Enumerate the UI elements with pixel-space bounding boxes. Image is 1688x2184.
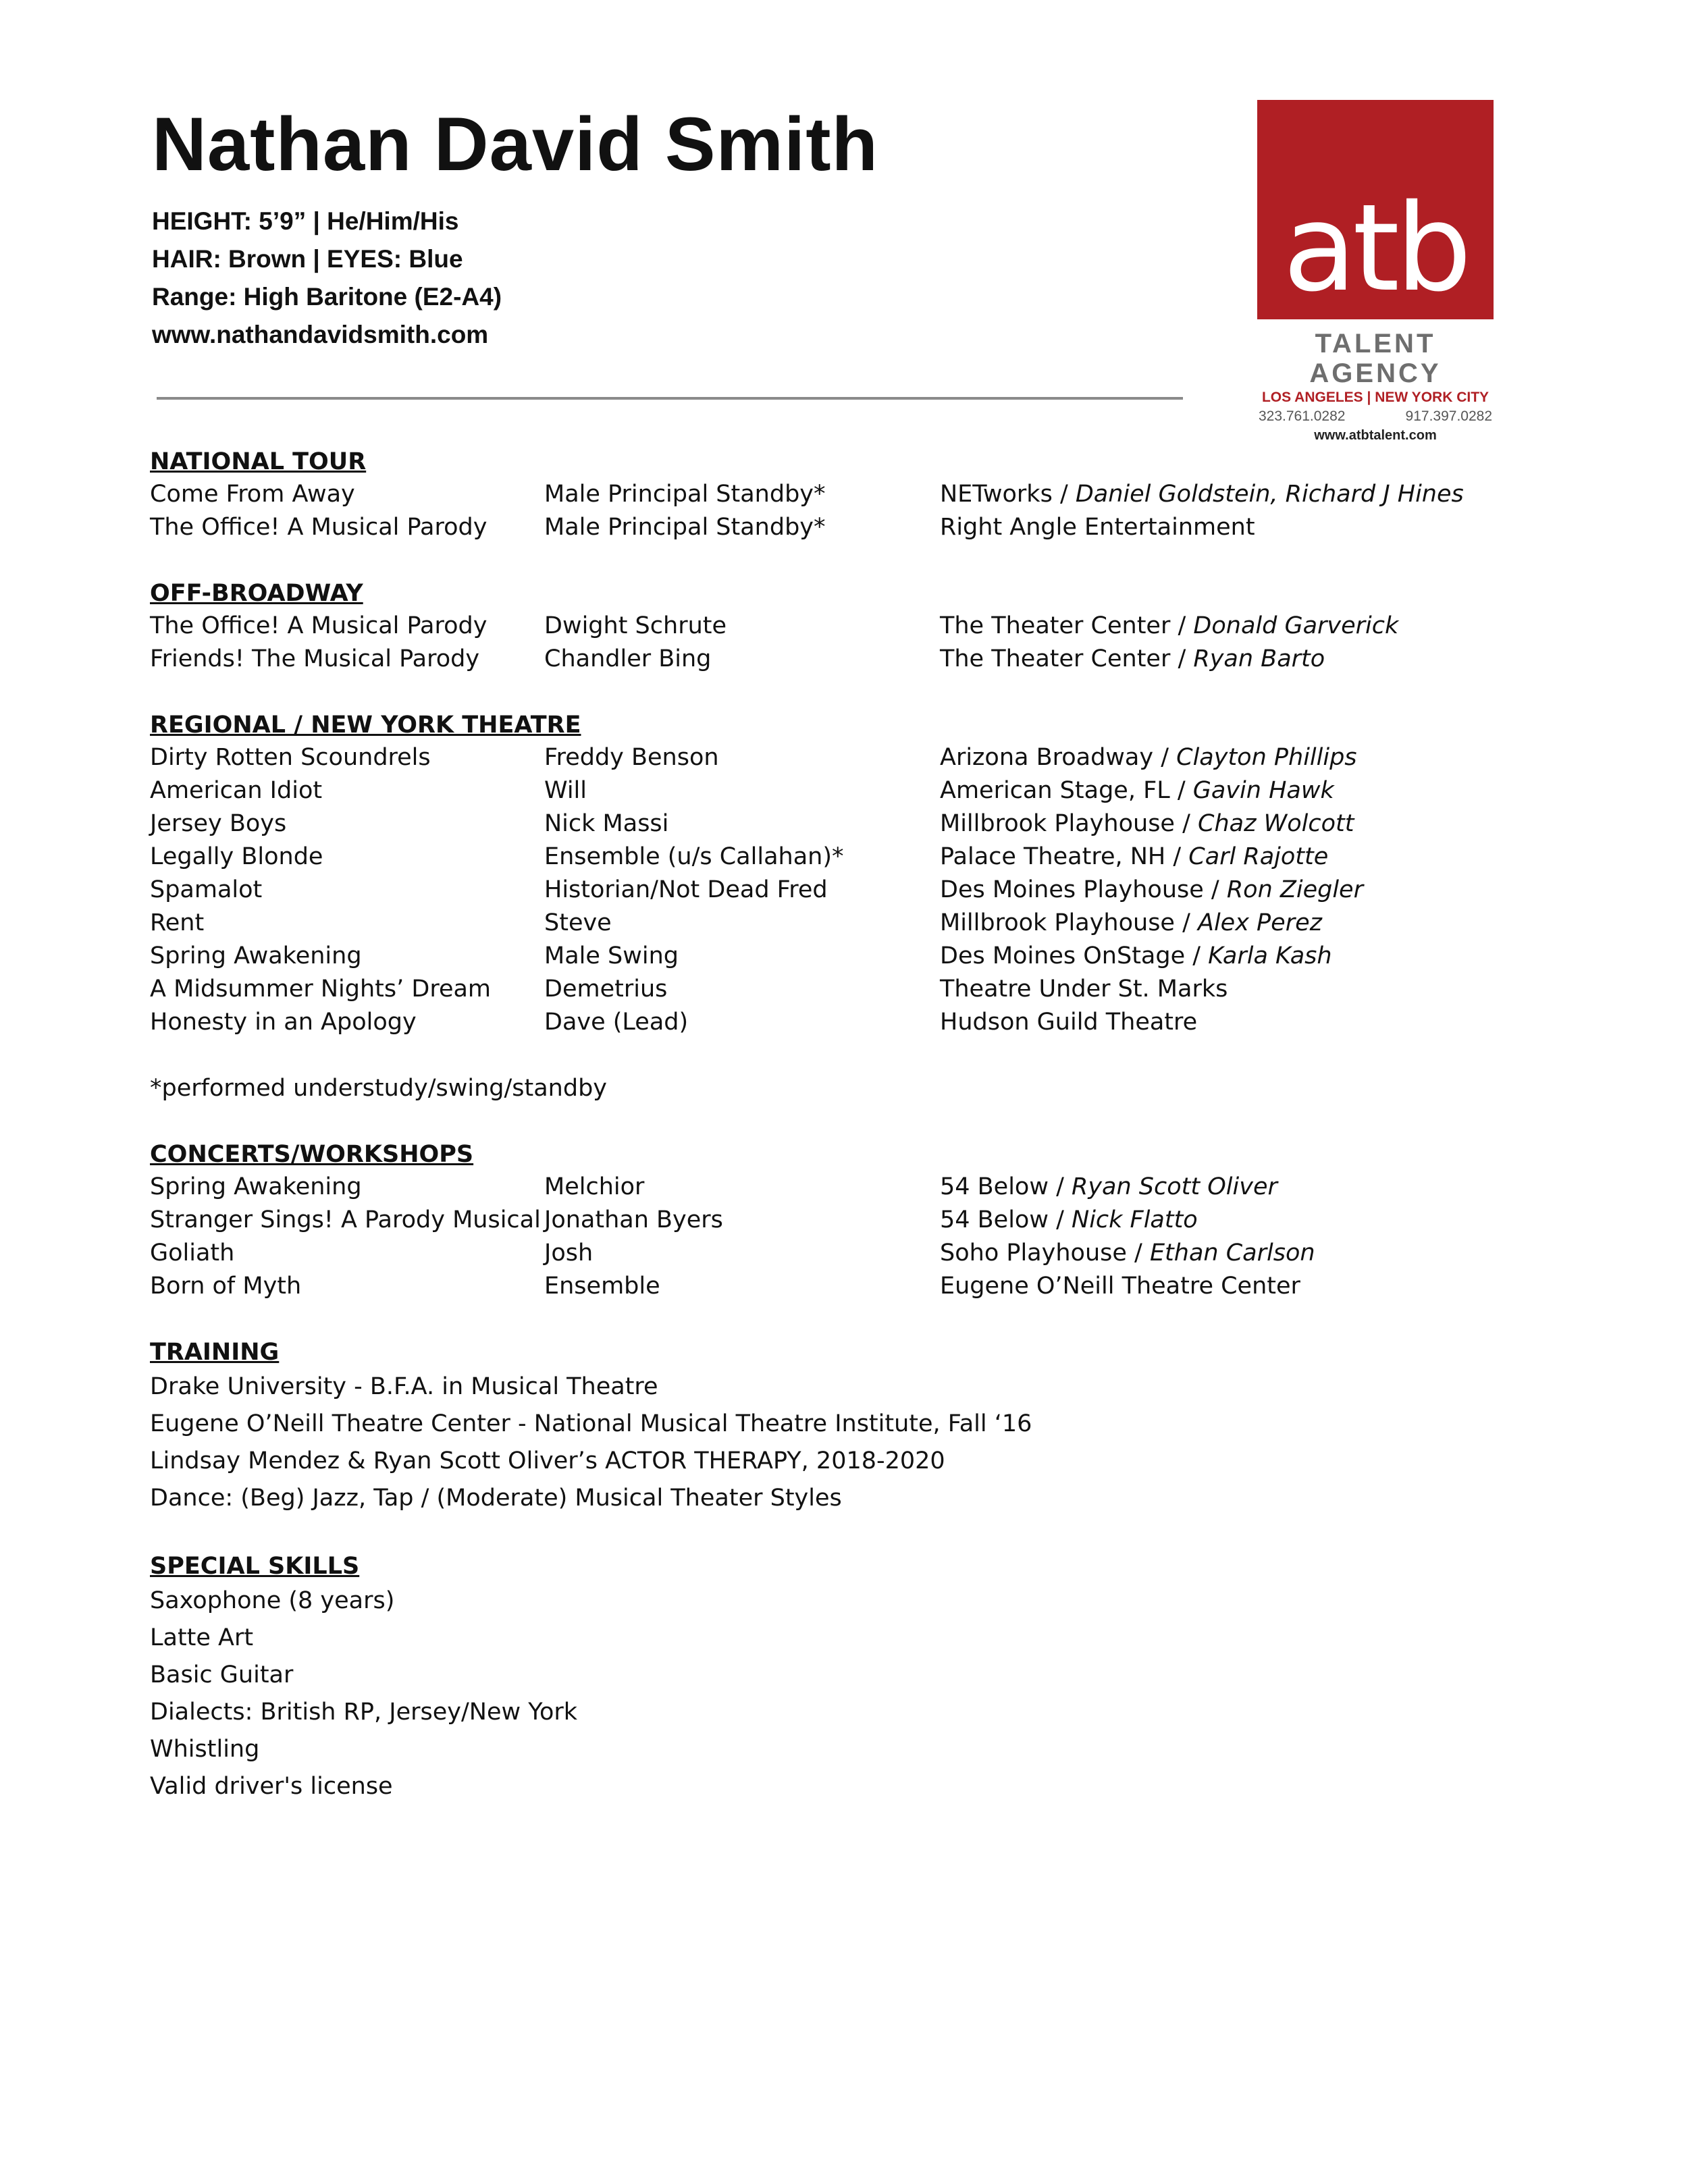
agency-logo [1257, 100, 1494, 444]
credit-show: Goliath [150, 1240, 235, 1267]
credit-show: The Office! A Musical Parody [150, 514, 487, 541]
credit-row [150, 874, 1534, 907]
section-heading: REGIONAL / NEW YORK THEATRE [150, 712, 581, 739]
agency-cities: LOS ANGELES | NEW YORK CITY [1261, 390, 1489, 405]
credit-company [940, 907, 1322, 940]
section-heading: NATIONAL TOUR [150, 448, 367, 475]
credit-director: Gavin Hawk [1192, 777, 1334, 804]
section-heading: OFF-BROADWAY [150, 580, 363, 607]
credit-role: Nick Massi [544, 810, 669, 837]
agency-name: TALENT AGENCY [1309, 329, 1442, 388]
skill-item: Dialects: British RP, Jersey/New York [150, 1699, 578, 1726]
credit-role: Male Principal Standby* [544, 481, 826, 508]
credit-director: Ryan Barto [1193, 645, 1325, 672]
credit-company [940, 1237, 1315, 1270]
vocal-range: Range: High Baritone (E2-A4) [152, 283, 502, 311]
training-section [150, 1336, 1534, 1517]
credit-role: Demetrius [544, 976, 668, 1003]
credit-row [150, 478, 1534, 511]
credit-role: Dave (Lead) [544, 1009, 689, 1036]
credit-show: Honesty in an Apology [150, 1009, 417, 1036]
skill-item: Basic Guitar [150, 1661, 294, 1688]
credit-venue: Des Moines OnStage / [940, 942, 1209, 969]
credit-company [940, 973, 1228, 1006]
credit-show: Legally Blonde [150, 843, 323, 870]
credit-venue: Millbrook Playhouse / [940, 810, 1198, 837]
credit-company [940, 807, 1354, 841]
credit-row [150, 643, 1534, 676]
section-heading: TRAINING [150, 1339, 280, 1366]
credit-row [150, 807, 1534, 841]
credit-row [150, 973, 1534, 1006]
credit-director: Donald Garverick [1193, 612, 1399, 639]
atb-logo-mark [1257, 100, 1494, 319]
off-broadway-section [150, 577, 1534, 676]
credit-role: Male Principal Standby* [544, 514, 826, 541]
credit-director: Ethan Carlson [1149, 1240, 1315, 1267]
credit-venue: 54 Below / [940, 1173, 1072, 1200]
credit-show: Come From Away [150, 481, 355, 508]
credit-company [940, 841, 1328, 874]
credit-role: Dwight Schrute [544, 612, 727, 639]
credit-venue: American Stage, FL / [940, 777, 1193, 804]
credit-show: Friends! The Musical Parody [150, 645, 480, 672]
height-pronouns: HEIGHT: 5’9” | He/Him/His [152, 207, 459, 235]
understudy-footnote: *performed understudy/swing/standby [150, 1075, 607, 1102]
credit-row [150, 1270, 1534, 1303]
credit-director: Alex Perez [1198, 909, 1322, 936]
credit-venue: Soho Playhouse / [940, 1240, 1150, 1267]
atb-logo-text: atb [1283, 178, 1468, 318]
credit-director: Daniel Goldstein, Richard J Hines [1075, 481, 1464, 508]
credit-role: Ensemble (u/s Callahan)* [544, 843, 844, 870]
credit-venue: Palace Theatre, NH / [940, 843, 1189, 870]
credit-company [940, 1270, 1300, 1303]
national-tour-section [150, 446, 1534, 544]
special-skills-section [150, 1550, 1534, 1805]
credit-director: Karla Kash [1208, 942, 1332, 969]
credit-show: Born of Myth [150, 1273, 302, 1300]
credit-venue: Millbrook Playhouse / [940, 909, 1198, 936]
credit-venue: The Theater Center / [940, 645, 1194, 672]
credit-director: Ryan Scott Oliver [1072, 1173, 1277, 1200]
credit-show: Rent [150, 909, 205, 936]
credit-role: Historian/Not Dead Fred [544, 876, 828, 903]
credit-venue: Theatre Under St. Marks [940, 976, 1228, 1003]
credit-row [150, 774, 1534, 807]
credit-role: Chandler Bing [544, 645, 712, 672]
credit-company [940, 774, 1334, 807]
skill-item: Whistling [150, 1736, 260, 1763]
credit-row [150, 940, 1534, 973]
credit-role: Male Swing [544, 942, 679, 969]
credit-company [940, 511, 1255, 544]
credit-row [150, 1006, 1534, 1039]
credit-director: Nick Flatto [1072, 1206, 1198, 1233]
training-item: Drake University - B.F.A. in Musical Theatre [150, 1373, 658, 1400]
regional-section [150, 709, 1534, 1039]
hair-eyes: HAIR: Brown | EYES: Blue [152, 245, 463, 273]
actor-stats [152, 203, 502, 354]
credit-show: Jersey Boys [150, 810, 287, 837]
credit-director: Ron Ziegler [1226, 876, 1363, 903]
credit-row [150, 1237, 1534, 1270]
credit-role: Will [544, 777, 587, 804]
credit-venue: NETworks / [940, 481, 1076, 508]
training-item: Eugene O’Neill Theatre Center - National Musical Theatre Institute, Fall ‘16 [150, 1410, 1032, 1437]
credit-director: Carl Rajotte [1188, 843, 1329, 870]
skill-item: Valid driver's license [150, 1773, 393, 1800]
credit-company [940, 940, 1332, 973]
credit-company [940, 643, 1325, 676]
credit-director: Clayton Phillips [1176, 744, 1357, 771]
credit-venue: The Theater Center / [940, 612, 1194, 639]
credit-role: Melchior [544, 1173, 645, 1200]
credit-venue: Right Angle Entertainment [940, 514, 1255, 541]
credit-director: Chaz Wolcott [1198, 810, 1354, 837]
credit-company [940, 1171, 1277, 1204]
credit-row [150, 1171, 1534, 1204]
section-heading: SPECIAL SKILLS [150, 1553, 360, 1580]
section-heading: CONCERTS/WORKSHOPS [150, 1141, 474, 1168]
website-link[interactable]: www.nathandavidsmith.com [152, 321, 489, 348]
credit-show: Dirty Rotten Scoundrels [150, 744, 431, 771]
agency-phone-ny: 917.397.0282 [1405, 408, 1492, 425]
credit-row [150, 511, 1534, 544]
credit-company [940, 1204, 1198, 1237]
agency-phones [1257, 406, 1494, 426]
credit-row [150, 610, 1534, 643]
credit-show: American Idiot [150, 777, 323, 804]
credit-company [940, 478, 1464, 511]
credit-row [150, 1204, 1534, 1237]
credit-show: A Midsummer Nights’ Dream [150, 976, 492, 1003]
credit-role: Jonathan Byers [544, 1206, 723, 1233]
credit-company [940, 874, 1363, 907]
credit-show: Spring Awakening [150, 942, 362, 969]
credit-row [150, 841, 1534, 874]
credit-company [940, 741, 1357, 774]
credit-venue: Des Moines Playhouse / [940, 876, 1227, 903]
credit-row [150, 741, 1534, 774]
credit-role: Steve [544, 909, 612, 936]
credit-venue: Eugene O’Neill Theatre Center [940, 1273, 1300, 1300]
actor-name: Nathan David Smith [152, 102, 878, 186]
credit-row [150, 907, 1534, 940]
credit-role: Ensemble [544, 1273, 660, 1300]
credit-show: Spring Awakening [150, 1173, 362, 1200]
credit-show: Spamalot [150, 876, 263, 903]
credit-role: Freddy Benson [544, 744, 719, 771]
credit-show: Stranger Sings! A Parody Musical [150, 1206, 541, 1233]
training-item: Dance: (Beg) Jazz, Tap / (Moderate) Musical Theater Styles [150, 1485, 842, 1512]
header-divider [157, 397, 1183, 400]
credit-role: Josh [544, 1240, 594, 1267]
credit-venue: Hudson Guild Theatre [940, 1009, 1198, 1036]
resume-body [150, 446, 1534, 1838]
credit-company [940, 610, 1398, 643]
skill-item: Saxophone (8 years) [150, 1587, 395, 1614]
agency-website[interactable]: www.atbtalent.com [1314, 427, 1437, 443]
skill-item: Latte Art [150, 1624, 254, 1651]
credit-show: The Office! A Musical Parody [150, 612, 487, 639]
concerts-section [150, 1138, 1534, 1303]
credit-company [940, 1006, 1197, 1039]
credit-venue: Arizona Broadway / [940, 744, 1177, 771]
agency-phone-la: 323.761.0282 [1259, 408, 1346, 425]
credit-venue: 54 Below / [940, 1206, 1072, 1233]
training-item: Lindsay Mendez & Ryan Scott Oliver’s ACTOR THERAPY, 2018-2020 [150, 1447, 945, 1474]
